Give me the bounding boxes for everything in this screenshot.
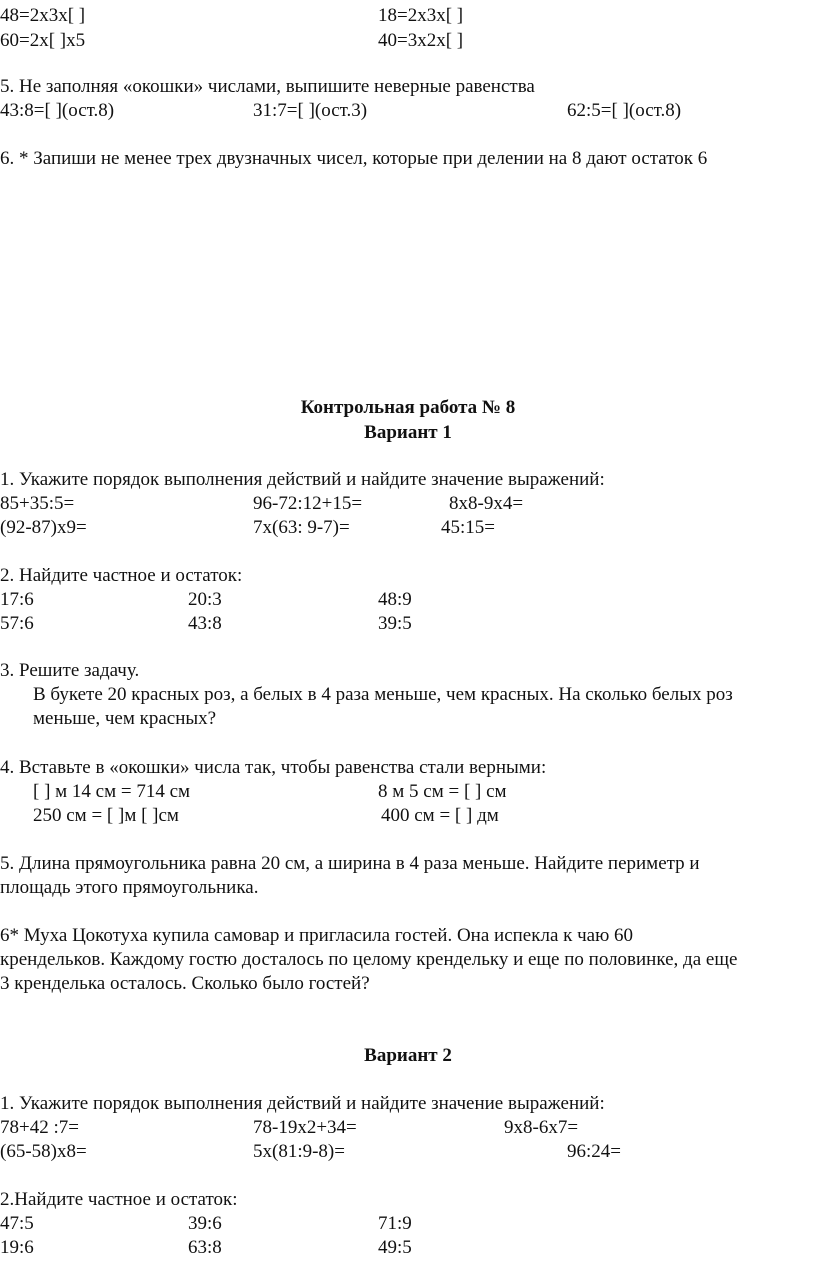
task-title: 3. Решите задачу. [0,660,140,681]
division: 39:5 [378,613,412,634]
expression: 85+35:5= [0,493,75,514]
equation: 8 м 5 см = [ ] см [378,781,507,802]
expression: 78+42 :7= [0,1117,79,1138]
division: 19:6 [0,1237,34,1258]
equation: 40=3x2x[ ] [378,30,464,51]
division: 47:5 [0,1213,34,1234]
task-title: 2. Найдите частное и остаток: [0,565,243,586]
task-title: 1. Укажите порядок выполнения действий и найдите значение выражений: [0,1093,605,1114]
task-title: 2.Найдите частное и остаток: [0,1189,238,1210]
division: 71:9 [378,1213,412,1234]
division: 43:8 [188,613,222,634]
equation: 62:5=[ ](ост.8) [567,100,682,121]
task-title: 6. * Запиши не менее трех двузначных чисел, которые при делении на 8 дают остаток 6 [0,148,708,169]
equation: 48=2x3x[ ] [0,5,86,26]
equation: 43:8=[ ](ост.8) [0,100,115,121]
expression: 96-72:12+15= [253,493,363,514]
task-title: 1. Укажите порядок выполнения действий и найдите значение выражений: [0,469,605,490]
test-title: Контрольная работа № 8 [300,397,516,418]
equation: 31:7=[ ](ост.3) [253,100,368,121]
equation: 400 см = [ ] дм [381,805,499,826]
division: 17:6 [0,589,34,610]
equation: 18=2x3x[ ] [378,5,464,26]
division: 49:5 [378,1237,412,1258]
equation: 250 см = [ ]м [ ]см [33,805,179,826]
division: 48:9 [378,589,412,610]
equation: 60=2x[ ]x5 [0,30,86,51]
task-text: 3 кренделька осталось. Сколько было гостей? [0,973,370,994]
expression: 8x8-9x4= [449,493,524,514]
expression: 45:15= [441,517,495,538]
expression: (92-87)x9= [0,517,87,538]
division: 57:6 [0,613,34,634]
division: 39:6 [188,1213,222,1234]
expression: (65-58)x8= [0,1141,87,1162]
variant-heading: Вариант 2 [364,1045,452,1066]
task-text: крендельков. Каждому гостю досталось по целому крендельку и еще по половинке, да еще [0,949,738,970]
expression: 96:24= [567,1141,621,1162]
variant-heading: Вариант 1 [364,422,452,443]
division: 63:8 [188,1237,222,1258]
task-text: 6* Муха Цокотуха купила самовар и пригласила гостей. Она испекла к чаю 60 [0,925,634,946]
equation: [ ] м 14 см = 714 см [33,781,191,802]
task-text: 5. Длина прямоугольника равна 20 см, а ширина в 4 раза меньше. Найдите периметр и [0,853,700,874]
expression: 5x(81:9-8)= [253,1141,345,1162]
task-title: 5. Не заполняя «окошки» числами, выпишите неверные равенства [0,76,535,97]
division: 20:3 [188,589,222,610]
task-title: 4. Вставьте в «окошки» числа так, чтобы равенства стали верными: [0,757,547,778]
task-text: В букете 20 красных роз, а белых в 4 раза меньше, чем красных. На сколько белых роз [33,684,733,705]
task-text: меньше, чем красных? [33,708,217,729]
task-text: площадь этого прямоугольника. [0,877,259,898]
expression: 7x(63: 9-7)= [253,517,350,538]
expression: 78-19x2+34= [253,1117,357,1138]
expression: 9x8-6x7= [504,1117,579,1138]
